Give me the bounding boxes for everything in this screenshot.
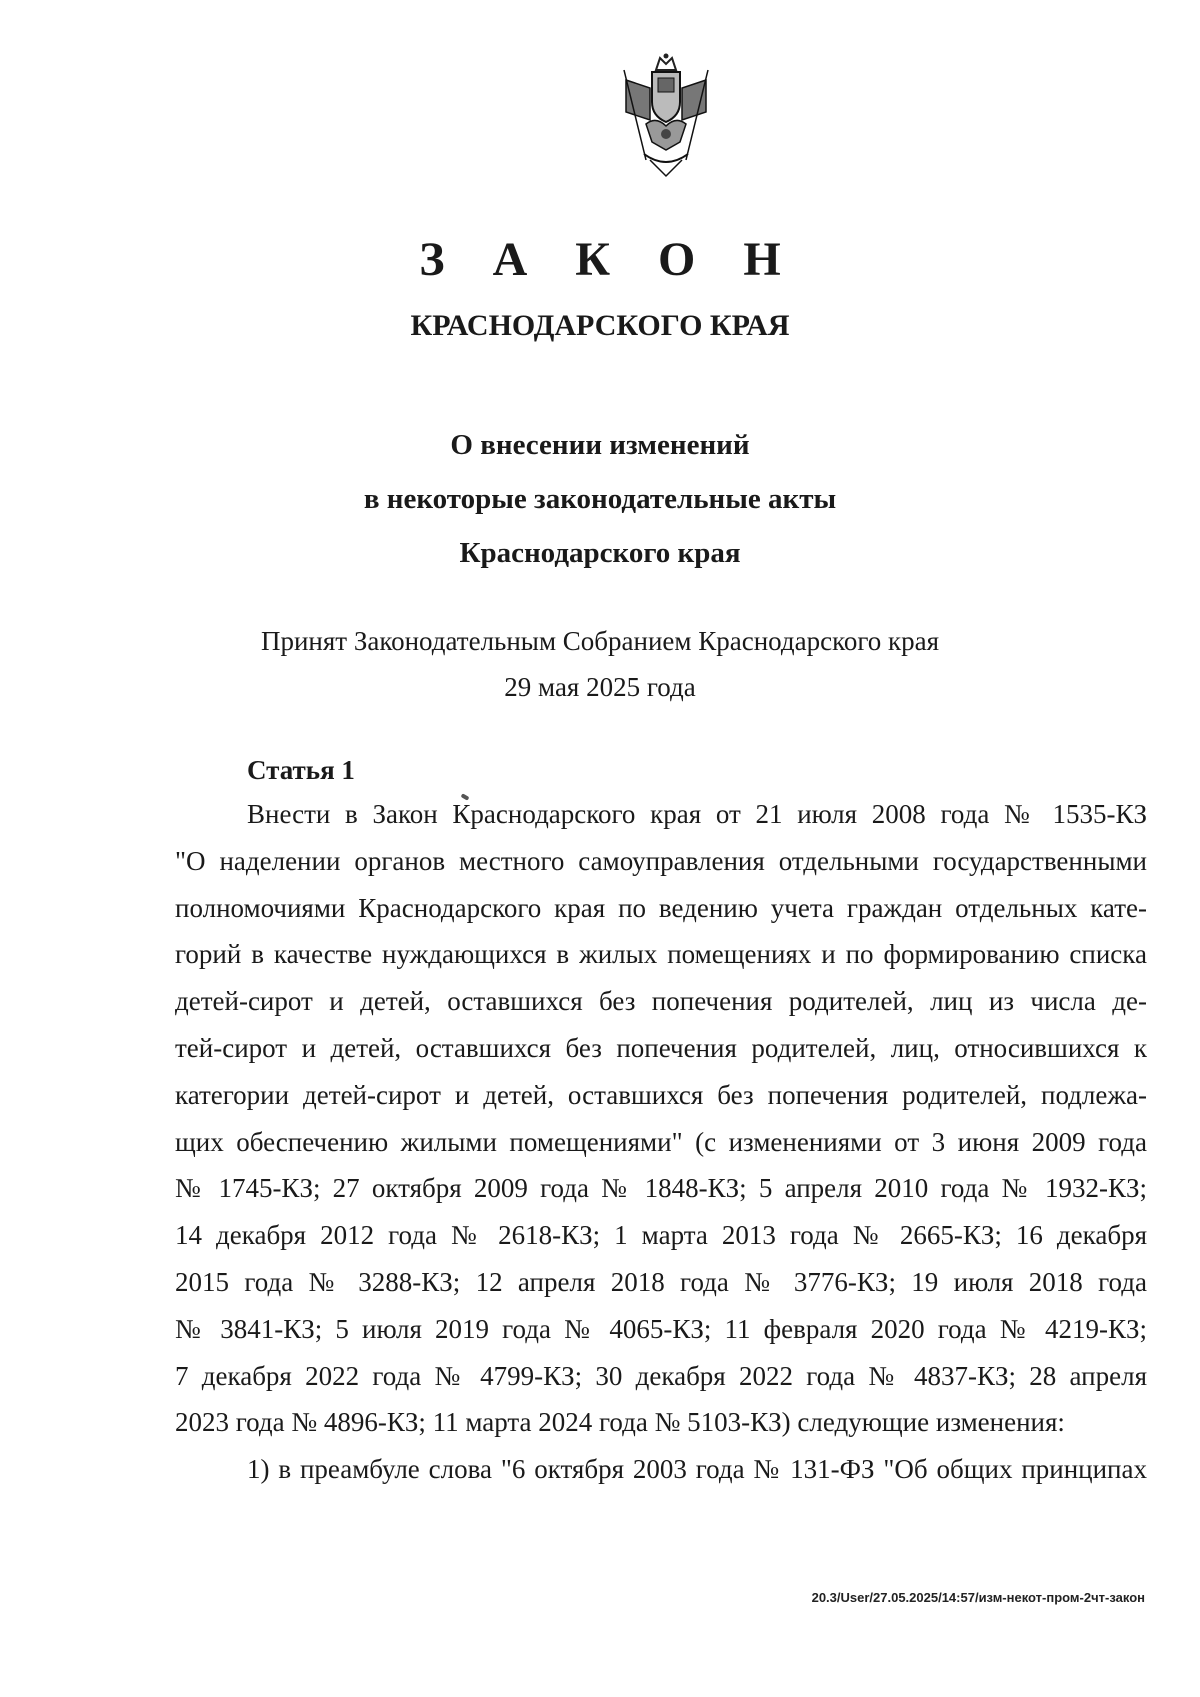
subject-line: О внесении изменений bbox=[450, 429, 750, 461]
law-title: З А К О Н bbox=[419, 233, 799, 286]
body-line: № 3841-КЗ; 5 июля 2019 года № 4065-КЗ; 11 февраля 2020 года № 4219-КЗ; bbox=[175, 1313, 1147, 1344]
article-heading: Статья 1 bbox=[247, 755, 355, 785]
adoption-line: Принят Законодательным Собранием Краснодарского края bbox=[260, 626, 940, 656]
subject-line: Краснодарского края bbox=[459, 537, 741, 569]
adoption-note bbox=[0, 618, 1200, 710]
body-line: Внести в Закон Краснодарского края от 21 июля 2008 года № 1535-КЗ bbox=[247, 799, 1147, 829]
body-line: "О наделении органов местного самоуправления отдельными государственными bbox=[175, 845, 1147, 876]
body-line: 2023 года № 4896-КЗ; 11 марта 2024 года № 5103-КЗ) следующие изменения: bbox=[175, 1407, 1065, 1438]
body-line: детей-сирот и детей, оставшихся без попечения родителей, лиц из числа де- bbox=[175, 986, 1147, 1017]
body-line: горий в качестве нуждающихся в жилых помещениях и по формированию списка bbox=[175, 939, 1147, 970]
law-region-title: КРАСНОДАРСКОГО КРАЯ bbox=[410, 309, 790, 342]
subject-line: в некоторые законодательные акты bbox=[363, 483, 837, 515]
adoption-date: 29 мая 2025 года bbox=[504, 672, 696, 702]
body-line: 2015 года № 3288-КЗ; 12 апреля 2018 года № 3776-КЗ; 19 июля 2018 года bbox=[175, 1266, 1147, 1297]
body-line: полномочиями Краснодарского края по ведению учета граждан отдельных кате- bbox=[175, 892, 1147, 923]
body-line: 1) в преамбуле слова "6 октября 2003 года № 131-ФЗ "Об общих принципах bbox=[247, 1454, 1147, 1485]
footer-file-code: 20.3/User/27.05.2025/14:57/изм-некот-пром-2чт-закон bbox=[811, 1590, 1145, 1605]
law-subject bbox=[0, 418, 1200, 580]
body-line: категории детей-сирот и детей, оставшихся без попечения родителей, подлежа- bbox=[175, 1079, 1147, 1110]
krasnodar-coat-of-arms-icon bbox=[616, 50, 716, 180]
body-line: 14 декабря 2012 года № 2618-КЗ; 1 марта 2013 года № 2665-КЗ; 16 декабря bbox=[175, 1220, 1147, 1251]
body-line: щих обеспечению жилыми помещениями" (с изменениями от 3 июня 2009 года bbox=[175, 1126, 1147, 1157]
body-line: 7 декабря 2022 года № 4799-КЗ; 30 декабря 2022 года № 4837-КЗ; 28 апреля bbox=[175, 1360, 1147, 1391]
body-line: № 1745-КЗ; 27 октября 2009 года № 1848-КЗ; 5 апреля 2010 года № 1932-КЗ; bbox=[175, 1173, 1147, 1204]
article-body bbox=[175, 791, 1147, 1493]
body-line: тей-сирот и детей, оставшихся без попечения родителей, лиц, относившихся к bbox=[175, 1032, 1147, 1063]
